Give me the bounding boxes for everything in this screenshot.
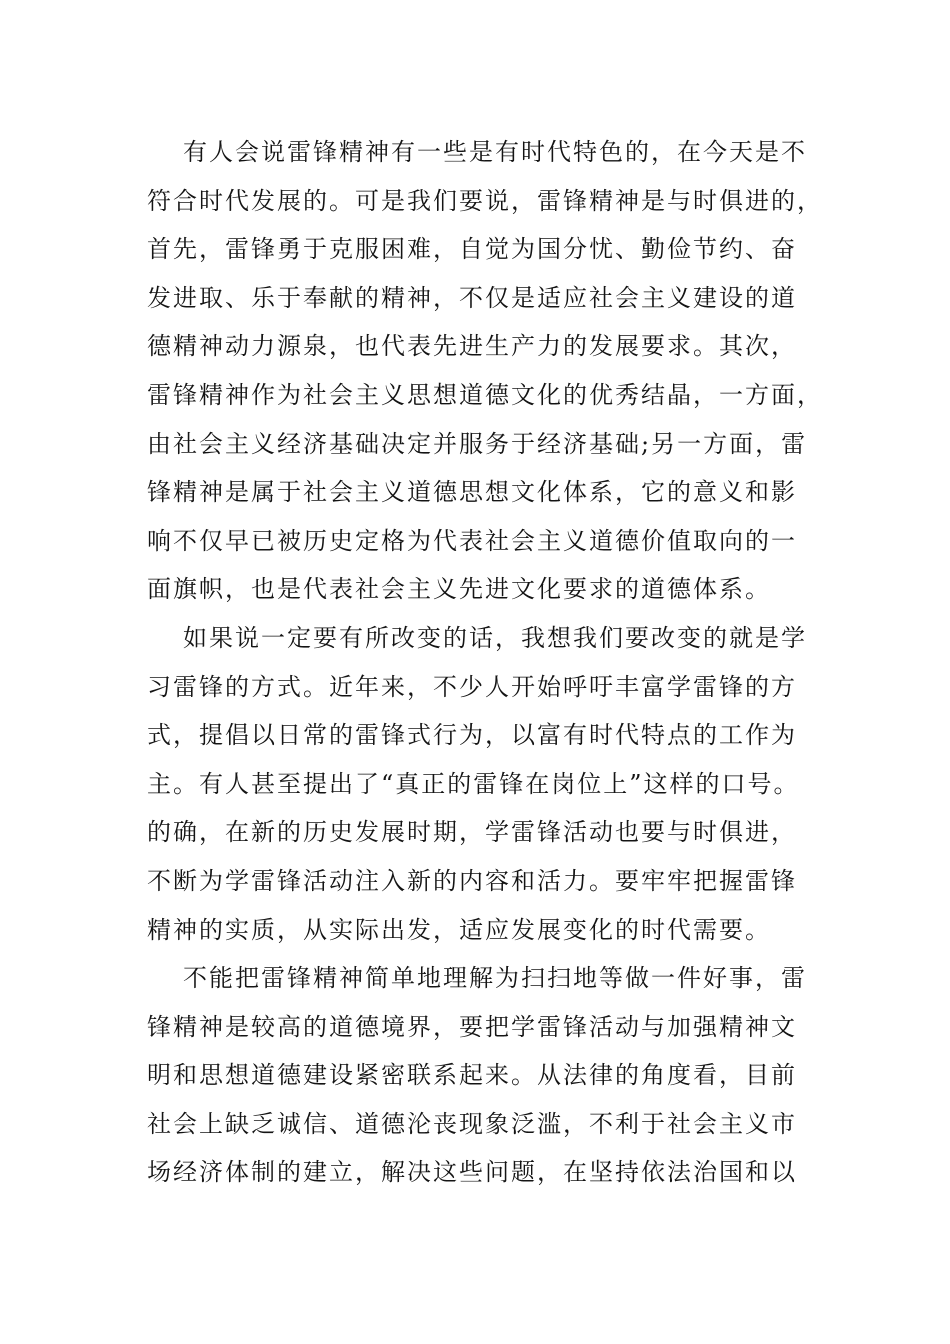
text-line: 面旗帜，也是代表社会主义先进文化要求的道德体系。 — [147, 575, 771, 604]
text-line: 的确，在新的历史发展时期，学雷锋活动也要与时俱进， — [147, 818, 797, 847]
text-line: 首先，雷锋勇于克服困难，自觉为国分忧、勤俭节约、奋 — [147, 235, 797, 264]
text-line: 不断为学雷锋活动注入新的内容和活力。要牢牢把握雷锋 — [147, 866, 797, 895]
paragraph-2 — [147, 614, 807, 954]
text-line: 社会上缺乏诚信、道德沦丧现象泛滥，不利于社会主义市 — [147, 1109, 797, 1138]
text-line: 不能把雷锋精神简单地理解为扫扫地等做一件好事，雷 — [183, 964, 807, 993]
paragraph-1 — [147, 128, 823, 614]
text-line: 发进取、乐于奉献的精神，不仅是适应社会主义建设的道 — [147, 283, 797, 312]
text-line: 有人会说雷锋精神有一些是有时代特色的，在今天是不 — [183, 138, 807, 166]
text-line: 锋精神是属于社会主义道德思想文化体系，它的意义和影 — [147, 478, 797, 507]
text-line: 如果说一定要有所改变的话，我想我们要改变的就是学 — [183, 623, 807, 652]
text-line: 德精神动力源泉，也代表先进生产力的发展要求。其次， — [147, 332, 797, 361]
text-line: 由社会主义经济基础决定并服务于经济基础;另一方面，雷 — [147, 429, 808, 458]
text-line: 锋精神是较高的道德境界，要把学雷锋活动与加强精神文 — [147, 1012, 797, 1041]
body-text — [147, 128, 823, 1197]
text-line: 符合时代发展的。可是我们要说，雷锋精神是与时俱进的， — [147, 186, 823, 215]
text-line: 响不仅早已被历史定格为代表社会主义道德价值取向的一 — [147, 526, 797, 555]
text-line: 主。有人甚至提出了“真正的雷锋在岗位上”这样的口号。 — [147, 769, 800, 798]
text-line: 习雷锋的方式。近年来，不少人开始呼吁丰富学雷锋的方 — [147, 672, 797, 701]
text-line: 精神的实质，从实际出发，适应发展变化的时代需要。 — [147, 915, 771, 944]
paragraph-3 — [147, 954, 807, 1197]
text-line: 式，提倡以日常的雷锋式行为，以富有时代特点的工作为 — [147, 721, 797, 750]
text-line: 明和思想道德建设紧密联系起来。从法律的角度看，目前 — [147, 1061, 797, 1090]
text-line: 场经济体制的建立，解决这些问题，在坚持依法治国和以 — [147, 1158, 797, 1187]
text-line: 雷锋精神作为社会主义思想道德文化的优秀结晶，一方面， — [147, 380, 823, 409]
